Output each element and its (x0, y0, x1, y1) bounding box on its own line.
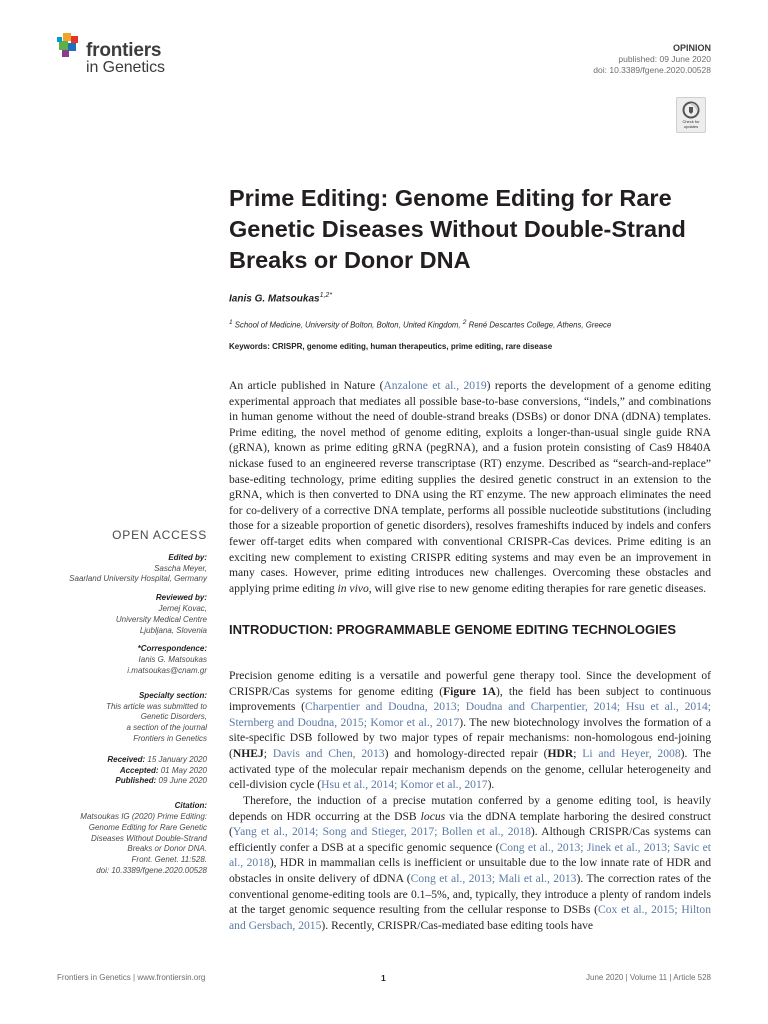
specialty-section: Specialty section: This article was submitted to Genetic Disorders, a section of the journal Frontiers in Genetics (106, 690, 207, 743)
citation-link[interactable]: Li and Heyer, 2008 (582, 746, 681, 760)
citation-link[interactable]: Hsu et al., 2014; Komor et al., 2017 (321, 778, 488, 792)
check-updates-label: Check for updates (682, 119, 700, 129)
frontiers-logo-icon (57, 33, 83, 59)
journal-name: in Genetics (86, 59, 165, 76)
abstract-paragraph: An article published in Nature (Anzalone et al., 2019) reports the development of a genome editing experimental approach that mediates all possible base-to-base conversions, “indels,” and combinations in human genome without the need of double-strand breaks (DSBs) or donor DNA (dDNA) templates. Prime editing, the novel method of genome editing, exploits a longer-than-usual single guide RNA (gRNA), known as prime editing gRNA (pegRNA), and a fusion protein consisting of Cas9 H840A nickase fused to an engineered reverse transcriptase (RT) enzyme. Described as “search-and-replace” base-editing technology, prime editing supplies the desired genetic construct in an extension to the gRNA, which is then converted to DNA using the RT enzyme. The new approach eliminates the need for co-delivery of a corrective DNA template, performs all possible nucleotide substitutions (including those for a sizeable proportion of genetic disorders), resolves frameshifts induced by indels and confers fewer off-target edits when compared with conventional CRISPR-Cas devices. Prime editing is an exciting new complement to existing CRISPR editing systems and may even be an improvement in many cases. However, prime editing introduces new challenges. Overcoming these obstacles and applying prime editing in vivo, will give rise to new genome editing therapies for rare genetic diseases. (229, 379, 711, 595)
article-type: OPINION (672, 43, 711, 53)
check-for-updates-button[interactable] (676, 97, 706, 133)
citation-link[interactable]: Cong et al., 2013; Mali et al., 2013 (410, 871, 577, 885)
published-date-sidebar: Published: 09 June 2020 (115, 776, 207, 786)
page-number: 1 (381, 973, 386, 983)
citation-doi[interactable]: doi: 10.3389/fgene.2020.00528 (96, 865, 207, 875)
affiliation-2: René Descartes College, Athens, Greece (468, 320, 612, 330)
author-line (229, 292, 332, 304)
received-date: Received: 15 January 2020 (107, 754, 207, 764)
article-dates (40, 755, 207, 787)
footer-issue-info: June 2020 | Volume 11 | Article 528 (586, 973, 711, 982)
citation-link[interactable]: Cong et al., 2013; Jinek et al., 2013; Savic et al., 2018 (229, 840, 711, 870)
article-title: Prime Editing: Genome Editing for Rare Genetic Diseases Without Double-Strand Breaks or Donor DNA (229, 185, 686, 273)
citation-info: Citation: Matsoukas IG (2020) Prime Editing: Genome Editing for Rare Genetic Diseases Without Double-Strand Breaks or Donor DNA. Front. Genet. 11:528. doi: 10.3389/fgene.2020.00528 (40, 801, 207, 877)
author-name[interactable]: Ianis G. Matsoukas (229, 293, 320, 305)
correspondence: *Correspondence: Ianis G. Matsoukas i.matsoukas@cnam.gr (40, 644, 207, 676)
open-access-label: OPEN ACCESS (112, 528, 207, 542)
affiliation-1: School of Medicine, University of Bolton, Bolton, United Kingdom, (234, 320, 461, 330)
keywords: Keywords: CRISPR, genome editing, human therapeutics, prime editing, rare disease (229, 342, 553, 351)
article-meta (593, 43, 711, 76)
citation-link[interactable]: Anzalone et al., 2019 (383, 379, 487, 392)
article-info-sidebar (40, 530, 207, 885)
accepted-date: Accepted: 01 May 2020 (119, 765, 207, 775)
correspondence-email[interactable]: i.matsoukas@cnam.gr (127, 665, 207, 675)
edited-by: Edited by: Sascha Meyer, Saarland University Hospital, Germany (69, 552, 207, 584)
author-affiliation-marks: 1,2* (319, 292, 333, 299)
published-date: published: 09 June 2020 (618, 54, 711, 64)
doi[interactable]: doi: 10.3389/fgene.2020.00528 (593, 65, 711, 75)
citation-link[interactable]: Charpentier and Doudna, 2013; Doudna and Charpentier, 2014; Hsu et al., 2014; Sternberg and Doudna, 2015; Komor et al., 2017 (229, 700, 711, 729)
section-heading: INTRODUCTION: PROGRAMMABLE GENOME EDITING TECHNOLOGIES (229, 622, 677, 637)
figure-link[interactable]: Figure 1A (443, 684, 496, 698)
brand-name: frontiers (86, 40, 162, 61)
citation-link[interactable]: Davis and Chen, 2013 (272, 746, 385, 760)
frontiers-logo[interactable] (57, 33, 187, 81)
reviewed-by: Reviewed by: Jernej Kovac, University Medical Centre Ljubljana, Slovenia (115, 593, 207, 635)
citation-link[interactable]: Cox et al., 2015; Hilton and Gersbach, 2015 (229, 903, 711, 932)
check-updates-icon (682, 101, 700, 119)
body-paragraph: Therefore, the induction of a precise mutation conferred by a genome editing tool, is heavily depends on HDR occurring at the DSB locus via the dDNA template harboring the desired construct (Yang et al., 2014; Song and Stieger, 2017; Bollen et al., 2018). Although CRISPR/Cas systems can efficiently confer a DSB at a specific genomic sequence (Cong et al., 2013; Jinek et al., 2013; Savic et al., 2018), HDR in mammalian cells is inefficient or unsuitable due to the low innate rate of HDR and obstacles in onsite delivery of dDNA (Cong et al., 2013; Mali et al., 2013). The correction rates of the conventional genome-editing tools are 0.1–5%, and, typically, they introduce a plenty of random indels at the target genomic sequence resulting from the cellular response to DSBs (Cox et al., 2015; Hilton and Gersbach, 2015). Recently, CRISPR/Cas-mediated base editing tools have (229, 794, 712, 932)
footer-journal-link[interactable]: Frontiers in Genetics | www.frontiersin.org (57, 973, 206, 982)
body-paragraph: Precision genome editing is a versatile and powerful gene therapy tool. Since the development of CRISPR/Cas systems for genome editing (Figure 1A), the field has been subject to continuous improvements (Charpentier and Doudna, 2013; Doudna and Charpentier, 2014; Hsu et al., 2014; Sternberg and Doudna, 2015; Komor et al., 2017). The new biotechnology involves the formation of a site-specific DSB followed by two major types of repair mechanisms: non-homologous end-joining (NHEJ; Davis and Chen, 2013) and homology-directed repair (HDR; Li and Heyer, 2008). The activated type of the molecular repair mechanism depends on the genome, cellular heterogeneity and cell-division cycle (Hsu et al., 2014; Komor et al., 2017). (229, 669, 712, 792)
citation-link[interactable]: Yang et al., 2014; Song and Stieger, 2017; Bollen et al., 2018 (232, 825, 531, 839)
affiliations: $^1$ School of Medicine, University of Bolton, Bolton, United Kingdom, $^2$ René Descartes College, Athens, Greece (229, 319, 612, 330)
